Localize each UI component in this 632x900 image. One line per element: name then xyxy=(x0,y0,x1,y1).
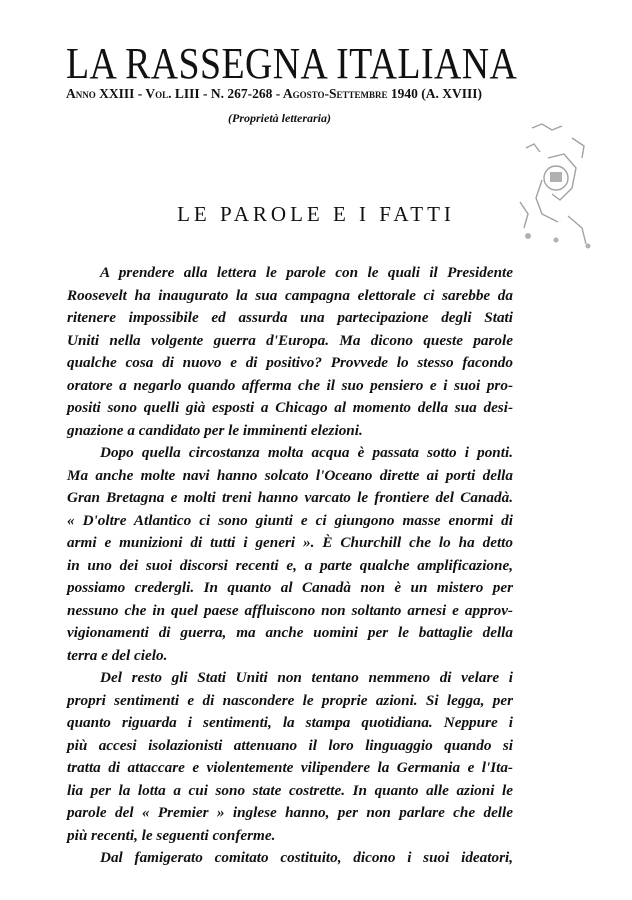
text-line: A prendere alla lettera le parole con le quali il Presidente xyxy=(100,264,513,281)
library-seal-icon xyxy=(512,118,610,256)
text-line: Gran Bretagna e molti treni hanno varcato le frontiere del Canadà. xyxy=(67,489,513,506)
text-line: Ma anche molte navi hanno solcato l'Oceano dirette ai porti della xyxy=(67,466,513,484)
text-line: Uniti nella volgente guerra d'Europa. Ma dicono queste parole xyxy=(67,331,513,349)
article-body xyxy=(67,262,513,870)
text-line: quanto riguarda i sentimenti, la stampa quotidiana. Neppure i xyxy=(67,714,513,731)
article-title: LE PAROLE E I FATTI xyxy=(177,202,455,226)
text-line: ritenere impossibile ed assurda una partecipazione degli Stati xyxy=(67,309,513,326)
text-line: tratta di attaccare e violentemente vilipendere la Germania e l'Ita- xyxy=(67,759,513,776)
text-line: nessuno che in quel paese affluiscono non soltanto arnesi e approv- xyxy=(67,601,513,619)
text-line: parole del « Premier » inglese hanno, per non parlare che delle xyxy=(67,804,513,821)
issue-line: Anno XXIII - Vol. LIII - N. 267-268 - Agosto-Settembre 1940 (A. XVIII) xyxy=(66,86,483,101)
text-line: più recenti, le seguenti conferme. xyxy=(67,826,276,844)
text-line: più accesi isolazionisti attenuano il loro linguaggio quando si xyxy=(67,736,513,754)
text-line: possiamo credergli. In quanto al Canadà non è un mistero per xyxy=(67,579,513,596)
text-line: qualche cosa di nuovo e di positivo? Provvede lo stesso facondo xyxy=(67,354,513,371)
text-line: terra e del cielo. xyxy=(67,646,168,664)
text-line: vigionamenti di guerra, ma anche uomini per le battaglie della xyxy=(67,624,513,641)
text-line: Del resto gli Stati Uniti non tentano nemmeno di velare i xyxy=(100,669,513,686)
text-line: Dopo quella circostanza molta acqua è passata sotto i ponti. xyxy=(100,444,513,461)
text-line: gnazione a candidato per le imminenti elezioni. xyxy=(67,421,363,439)
rights-note: (Proprietà letteraria) xyxy=(228,111,331,125)
text-line: « D'oltre Atlantico ci sono giunti e ci giungono masse enormi di xyxy=(67,511,513,529)
text-line: propri sentimenti e di nascondere le proprie azioni. Si legga, per xyxy=(67,691,513,709)
text-line: Roosevelt ha inaugurato la sua campagna elettorale ci sarebbe da xyxy=(67,286,513,304)
text-line: lia per la lotta a cui sono state costrette. In quanto alle azioni le xyxy=(67,781,513,799)
journal-title: LA RASSEGNA ITALIANA xyxy=(66,39,518,88)
text-line: in uno dei suoi discorsi recenti e, a parte qualche amplificazione, xyxy=(67,556,513,574)
text-line: armi e munizioni di tutti i generi ». È Churchill che lo ha detto xyxy=(67,534,513,551)
text-line: oratore a negarlo quando afferma che il suo pensiero e i suoi pro- xyxy=(67,376,513,394)
text-line: Dal famigerato comitato costituito, dicono i suoi ideatori, xyxy=(100,849,513,866)
text-line: positi sono quelli già esposti a Chicago al momento della sua desi- xyxy=(67,399,513,416)
